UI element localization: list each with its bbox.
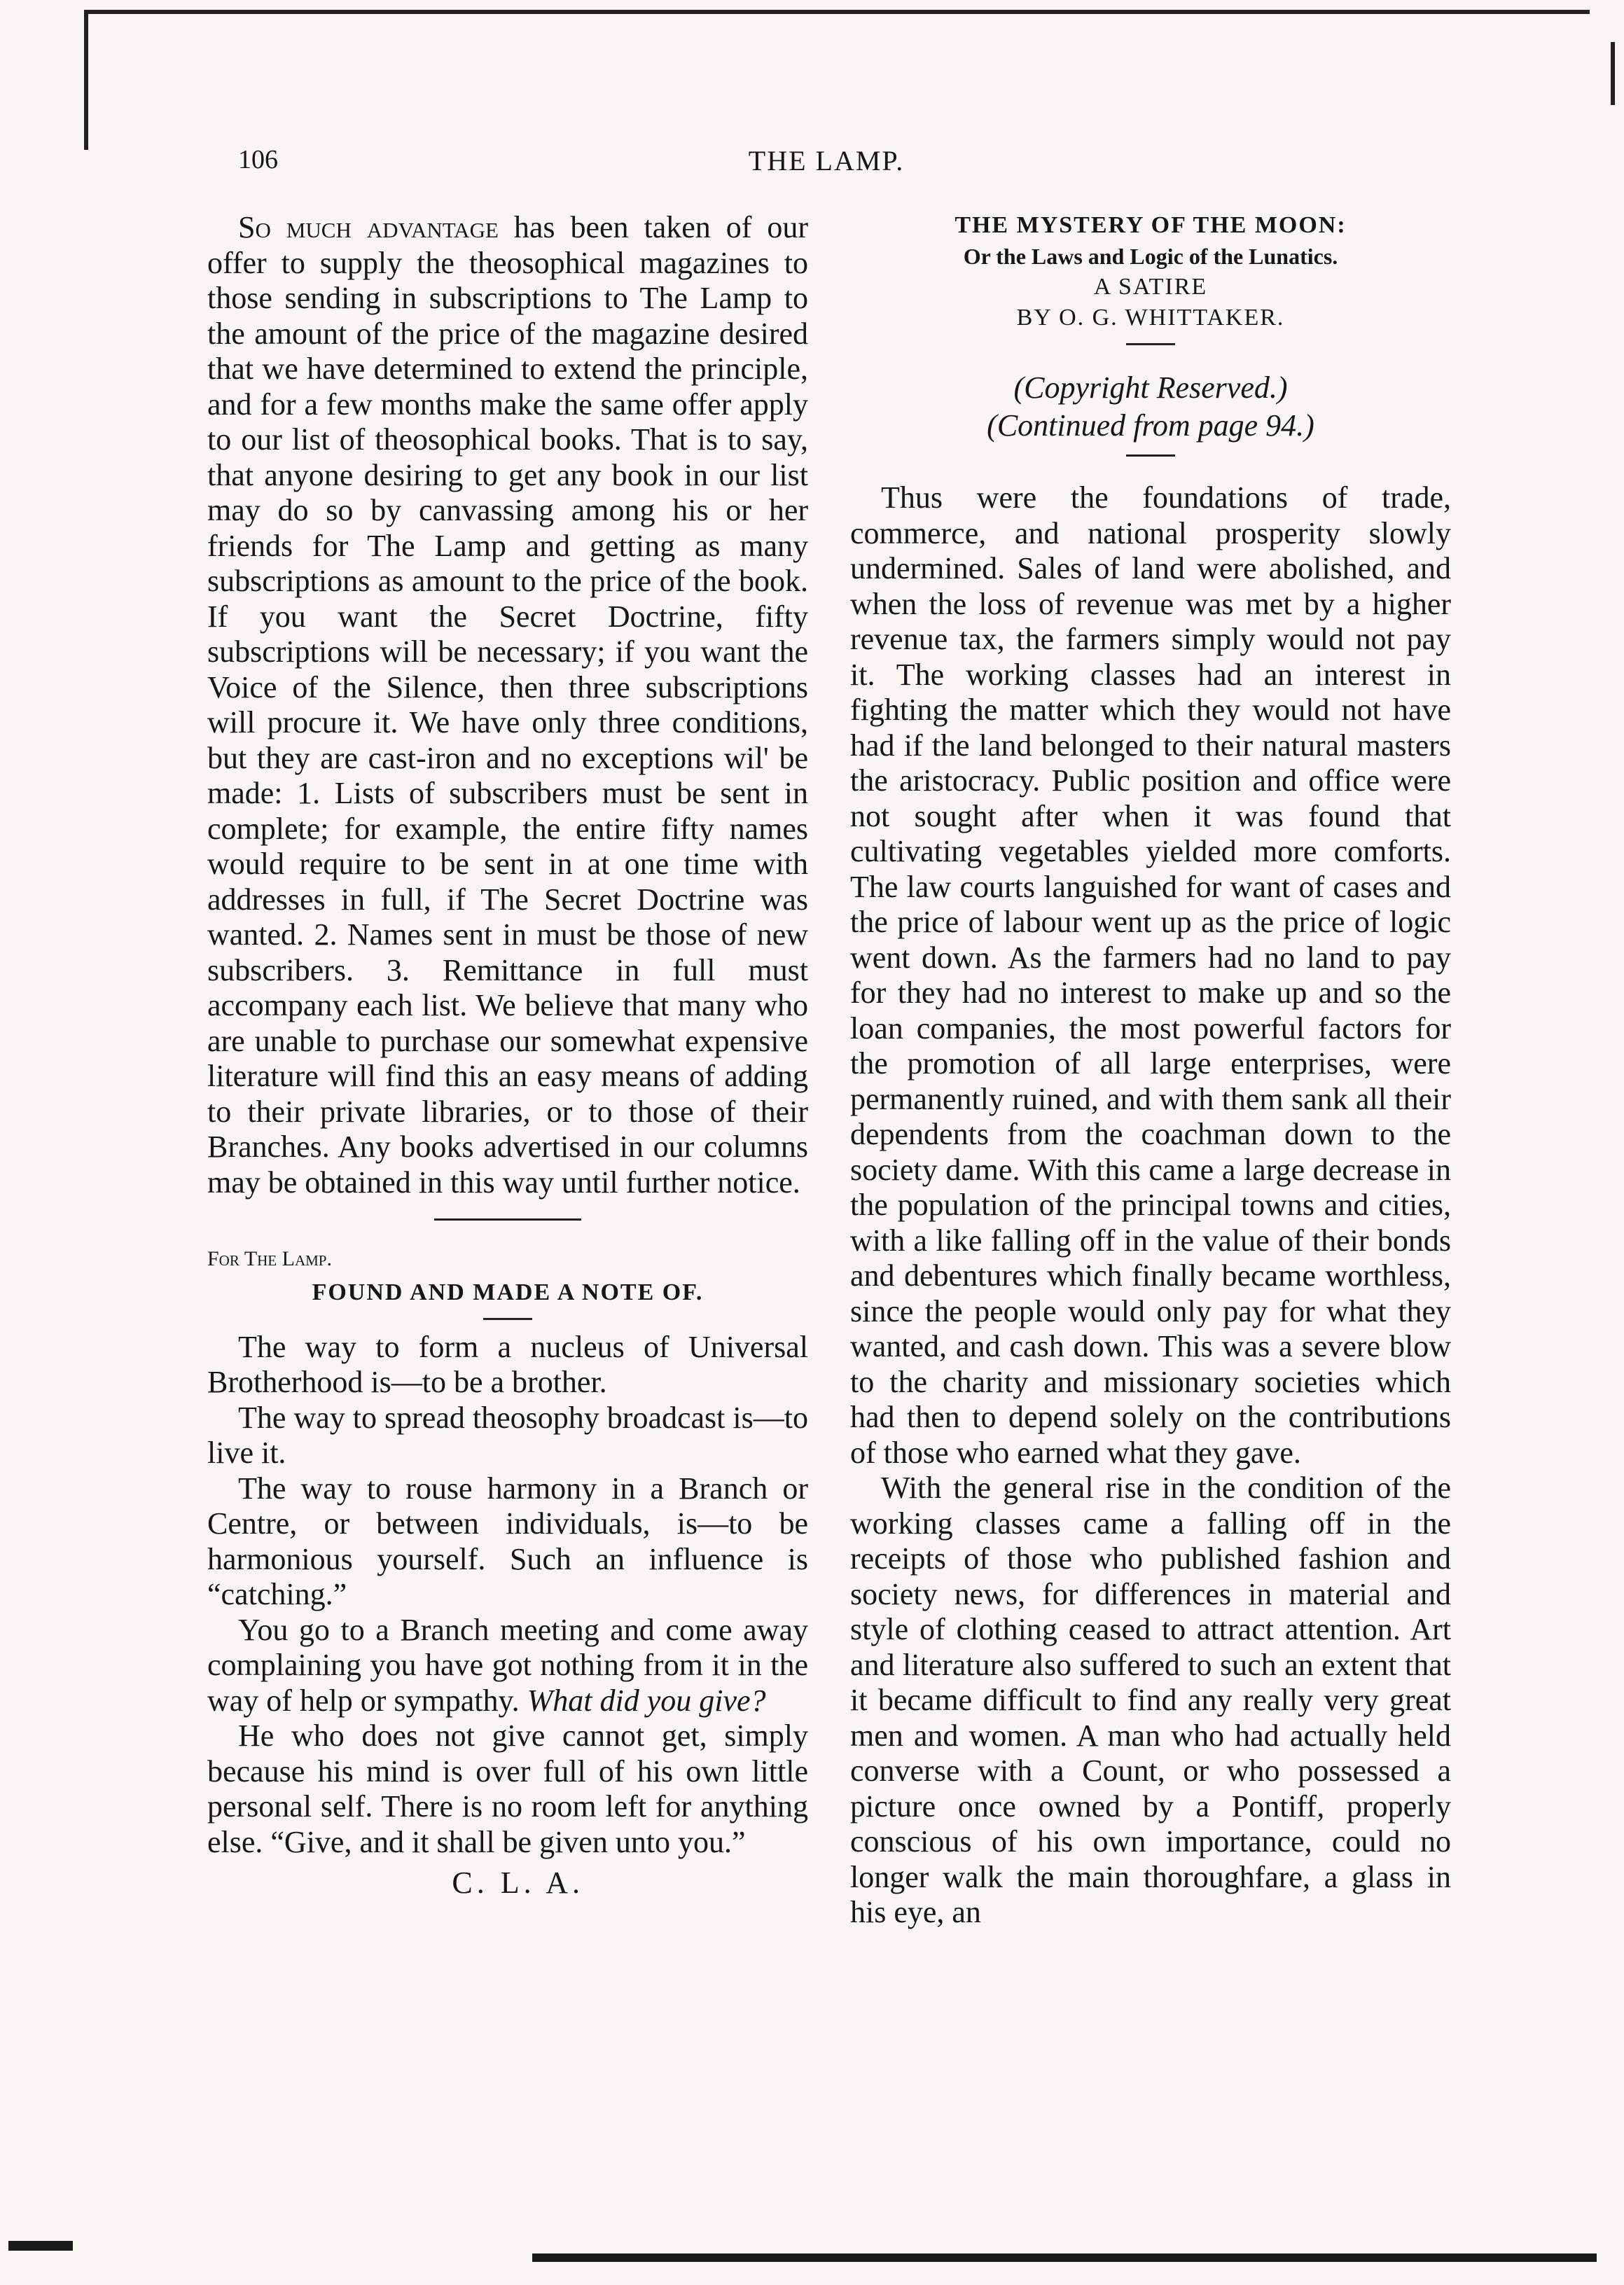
advantage-paragraph <box>207 210 808 1200</box>
note-paragraph: He who does not give cannot get, simply because his mind is over full of his own little personal self. There is no room left for anything else. “Give, and it shall be given unto you.” <box>207 1718 808 1859</box>
article-kind: A SATIRE <box>1093 274 1208 300</box>
signature: C. L. A. <box>452 1866 584 1900</box>
for-the-lamp-line: For The Lamp. <box>207 1247 332 1270</box>
note-italic-question: What did you give? <box>527 1683 766 1718</box>
lead-in: So much advantage <box>238 210 499 244</box>
left-border-rule <box>84 10 88 150</box>
note-paragraph: The way to rouse harmony in a Branch or Centre, or between individuals, is—to be harmonious yourself. Such an influence is “catching.” <box>207 1471 808 1611</box>
heading-rule <box>483 1318 532 1320</box>
author-rule <box>1126 343 1175 345</box>
continued-note: (Continued from page 94.) <box>987 408 1314 443</box>
top-border-rule <box>84 10 1590 14</box>
article-paragraph: With the general rise in the condition of the working classes came a falling off in the receipts of those who published fashion and society news, for differences in material and style of clothing ceased to attract attention. Art and literature also suffered to such an extent that it became difficult to find any really very great men and women. A man who had actually held converse with a Count, or who possessed a picture once owned by a Pontiff, properly conscious of his own importance, could no longer walk the main thoroughfare, a glass in his eye, an <box>850 1471 1451 1929</box>
note-paragraph: The way to spread theosophy broadcast is—to live it. <box>207 1400 808 1470</box>
article-paragraph: Thus were the foundations of trade, commerce, and national prosperity slowly undermined. Sales of land were abolished, and when the loss of revenue was met by a higher revenue tax, the farmers simply would not pay it. The working classes had an interest in fighting the matter which they would not have had if the land belonged to their natural masters the aristocracy. Public position and office were not sought after when it was found that cultivating vegetables yielded more comforts. The law courts languished for want of cases and the price of labour went up as the price of logic went down. As the farmers had no land to pay for they had no interest to make up and so the loan companies, the most powerful factors for the promotion of all large enterprises, were permanently ruined, and with them sank all their dependents from the coachman down to the society dame. With this came a large decrease in the population of the principal towns and cities, with a like falling off in the value of their bonds and debentures which finally became worthless, since the people would only pay for what they wanted, and cash down. This was a severe blow to the charity and missionary societies which had then to depend solely on the contributions of those who earned what they gave. <box>850 480 1451 1470</box>
note-text: You go to a Branch meeting and come away complaining you have got nothing from it in the way of help or sympathy. <box>207 1612 808 1718</box>
bottom-border-rule <box>532 2253 1597 2262</box>
article-author: BY O. G. WHITTAKER. <box>1016 305 1285 331</box>
page-number: 106 <box>238 145 278 174</box>
running-title: THE LAMP. <box>748 145 905 176</box>
right-edge-mark <box>1611 42 1615 105</box>
intro-rule <box>1126 454 1175 457</box>
article-subtitle: Or the Laws and Logic of the Lunatics. <box>963 244 1338 269</box>
page-header <box>238 144 1415 186</box>
copyright-note: (Copyright Reserved.) <box>1013 370 1288 405</box>
right-column <box>850 210 1451 1931</box>
left-margin-mark <box>8 2241 73 2251</box>
advantage-body: has been taken of our offer to supply the theosophical magazines to those sending in subscriptions to The Lamp to the amount of the price of the magazine desired that we have determined to extend the principle, and for a few months make the same offer apply to our list of theosophical books. That is to say, that anyone desiring to get any book in our list may do so by canvassing among his or her friends for The Lamp and getting as many subscriptions as amount to the price of the book. If you want the Secret Doctrine, fifty subscriptions will be necessary; if you want the Voice of the Silence, then three subscriptions will procure it. We have only three conditions, but they are cast-iron and no exceptions wil' be made: 1. Lists of subscribers must be sent in complete; for example, the entire fifty names would require to be sent in at one time with addresses in full, if The Secret Doctrine was wanted. 2. Names sent in must be those of new subscribers. 3. Remittance in full must accompany each list. We believe that many who are unable to purchase our somewhat expensive literature will find this an easy means of adding to their private libraries, or to those of their Branches. Any books advertised in our columns may be obtained in this way until further notice. <box>207 210 808 1200</box>
section-divider <box>434 1218 581 1221</box>
note-paragraph <box>207 1613 808 1719</box>
note-heading: FOUND AND MADE A NOTE OF. <box>312 1279 704 1305</box>
note-paragraph: The way to form a nucleus of Universal Brotherhood is—to be a brother. <box>207 1329 808 1399</box>
article-title: THE MYSTERY OF THE MOON: <box>955 212 1347 238</box>
left-column <box>207 210 808 1901</box>
